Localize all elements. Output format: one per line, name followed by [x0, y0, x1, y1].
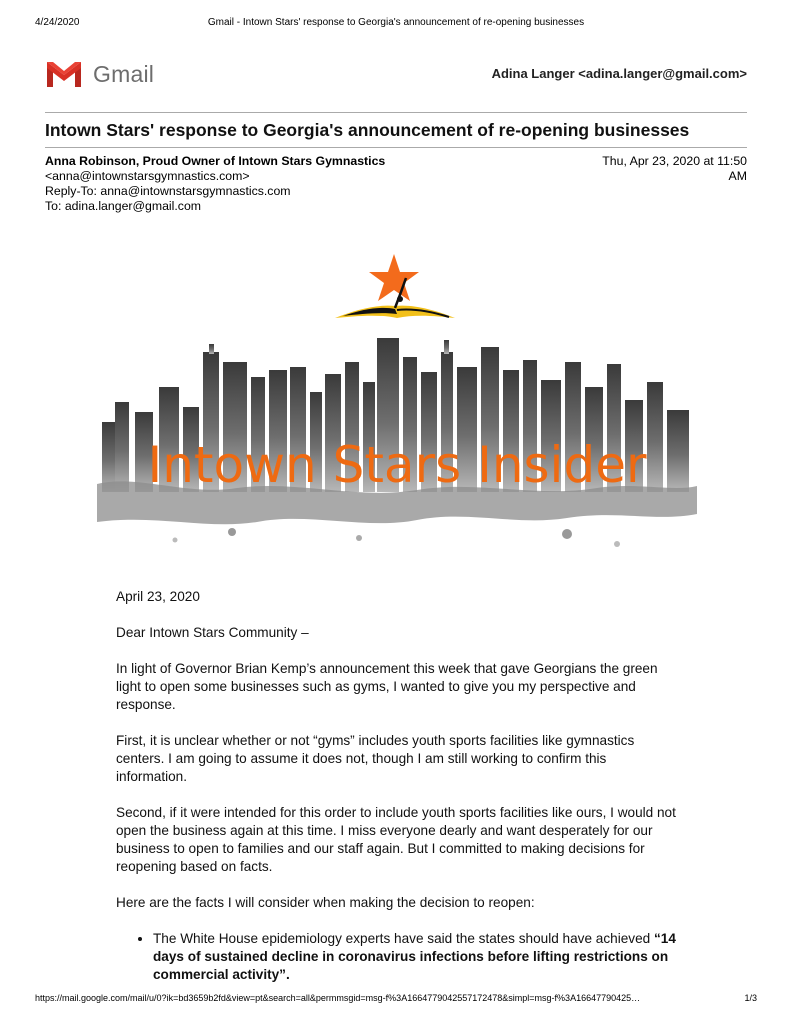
page-count: 1/3: [744, 993, 757, 1003]
message-timestamp: [587, 154, 747, 184]
reply-to-line: Reply-To: anna@intownstarsgymnastics.com: [45, 184, 291, 198]
gmail-logo: [45, 58, 154, 90]
sender-name: Anna Robinson, Proud Owner of Intown Stars Gymnastics: [45, 154, 386, 168]
sender-email: <anna@intownstarsgymnastics.com>: [45, 169, 250, 183]
header-divider: [45, 112, 747, 113]
timestamp-line-1: Thu, Apr 23, 2020 at 11:50: [602, 154, 747, 168]
print-footer: [35, 993, 757, 1005]
facts-list: [116, 930, 676, 984]
message-header: [45, 154, 747, 214]
intown-stars-logo: [335, 254, 455, 318]
letter-date: April 23, 2020: [116, 589, 200, 604]
print-title: Gmail - Intown Stars' response to Georgia's announcement of re-opening businesses: [207, 17, 585, 28]
email-subject: Intown Stars' response to Georgia's announcement of re-opening businesses: [45, 120, 690, 140]
to-line: To: adina.langer@gmail.com: [45, 199, 202, 213]
print-date: 4/24/2020: [35, 17, 80, 28]
list-item: [153, 930, 676, 984]
email-body: [116, 588, 676, 984]
banner-title: Intown Stars Insider: [147, 436, 647, 494]
gmail-envelope-icon: [45, 59, 83, 89]
paragraph-4: Here are the facts I will consider when making the decision to reopen:: [116, 895, 535, 910]
gmail-wordmark: Gmail: [93, 60, 155, 87]
newsletter-banner: [97, 252, 697, 567]
bullet-1-text: The White House epidemiology experts have said the states should have achieved: [153, 931, 654, 946]
paragraph-2: First, it is unclear whether or not “gyms” includes youth sports facilities like gymnastics centers. I am going to assume it does not, though I am still working to confirm this information.: [116, 733, 635, 784]
paragraph-3: Second, if it were intended for this order to include youth sports facilities like ours, I would not open the business again at this time. I miss everyone dearly and want desperately for our business to open to families and our staff again. But I committed to making decisions for reopening based on facts.: [116, 805, 676, 874]
paragraph-1: In light of Governor Brian Kemp’s announcement this week that gave Georgians the green light to open some businesses such as gyms, I wanted to give you my perspective and response.: [116, 661, 658, 712]
letter-greeting: Dear Intown Stars Community –: [116, 625, 309, 640]
timestamp-line-2: AM: [728, 169, 747, 183]
bullet-1-emphasis: “14 days of sustained decline in coronavirus infections before lifting restrictions on commercial activity”.: [153, 931, 676, 982]
print-url: https://mail.google.com/mail/u/0?ik=bd3659b2fd&view=pt&search=all&permmsgid=msg-f%3A1664779042557172478&simpl=msg-f%3A16647790425…: [35, 993, 641, 1003]
account-identity: Adina Langer <adina.langer@gmail.com>: [491, 66, 747, 81]
subject-divider: [45, 147, 747, 148]
star-icon: [369, 254, 419, 301]
